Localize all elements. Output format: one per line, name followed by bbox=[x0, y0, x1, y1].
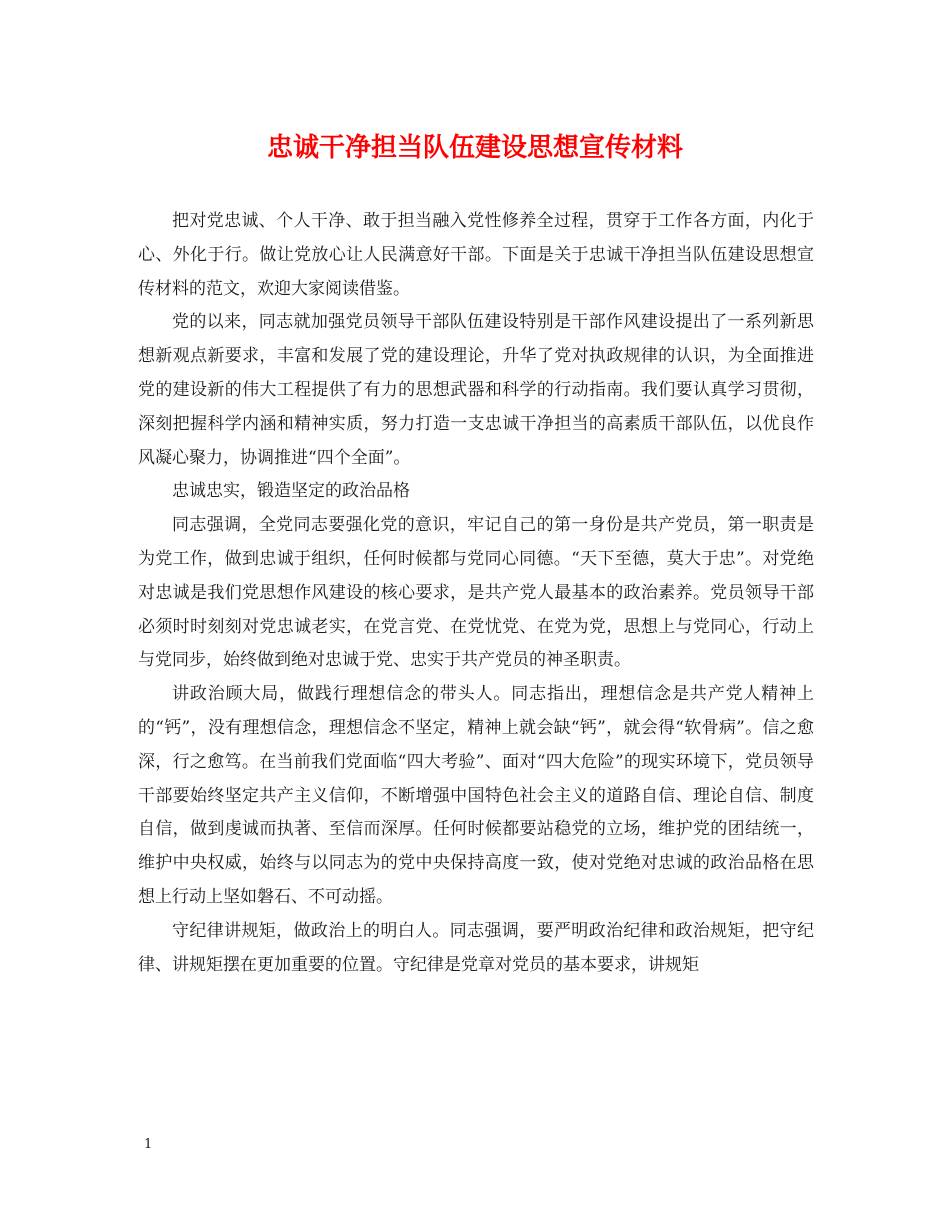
document-title: 忠诚干净担当队伍建设思想宣传材料 bbox=[266, 133, 683, 163]
document-body bbox=[138, 205, 814, 982]
paragraph: 党的以来，同志就加强党员领导干部队伍建设特别是干部作风建设提出了一系列新思想新观点新要求，丰富和发展了党的建设理论，升华了党对执政规律的认识，为全面推进党的建设新的伟大工程提供了有力的思想武器和科学的行动指南。我们要认真学习贯彻，深刻把握科学内涵和精神实质，努力打造一支忠诚干净担当的高素质干部队伍，以优良作风凝心聚力，协调推进“四个全面”。 bbox=[138, 312, 814, 468]
page-number: 1 bbox=[144, 1137, 153, 1152]
paragraph: 把对党忠诚、个人干净、敢于担当融入党性修养全过程，贯穿于工作各方面，内化于心、外化于行。做让党放心让人民满意好干部。下面是关于忠诚干净担当队伍建设思想宣传材料的范文，欢迎大家阅读借鉴。 bbox=[138, 211, 814, 299]
section-heading: 忠诚忠实，锻造坚定的政治品格 bbox=[172, 481, 410, 502]
paragraph: 讲政治顾大局，做践行理想信念的带头人。同志指出，理想信念是共产党人精神上的“钙”，没有理想信念，理想信念不坚定，精神上就会缺“钙”，就会得“软骨病”。信之愈深，行之愈笃。在当前我们党面临“四大考验”、面对“四大危险”的现实环境下，党员领导干部要始终坚定共产主义信仰，不断增强中国特色社会主义的道路自信、理论自信、制度自信，做到虔诚而执著、至信而深厚。任何时候都要站稳党的立场，维护党的团结统一，维护中央权威，始终与以同志为的党中央保持高度一致，使对党绝对忠诚的政治品格在思想上行动上坚如磐石、不可动摇。 bbox=[138, 684, 814, 907]
paragraph: 同志强调，全党同志要强化党的意识，牢记自己的第一身份是共产党员，第一职责是为党工作，做到忠诚于组织，任何时候都与党同心同德。“天下至德，莫大于忠”。对党绝对忠诚是我们党思想作风建设的核心要求，是共产党人最基本的政治素养。党员领导干部必须时时刻刻对党忠诚老实，在党言党、在党忧党、在党为党，思想上与党同心，行动上与党同步，始终做到绝对忠诚于党、忠实于共产党员的神圣职责。 bbox=[138, 515, 814, 671]
paragraph: 守纪律讲规矩，做政治上的明白人。同志强调，要严明政治纪律和政治规矩，把守纪律、讲规矩摆在更加重要的位置。守纪律是党章对党员的基本要求，讲规矩 bbox=[138, 920, 814, 975]
